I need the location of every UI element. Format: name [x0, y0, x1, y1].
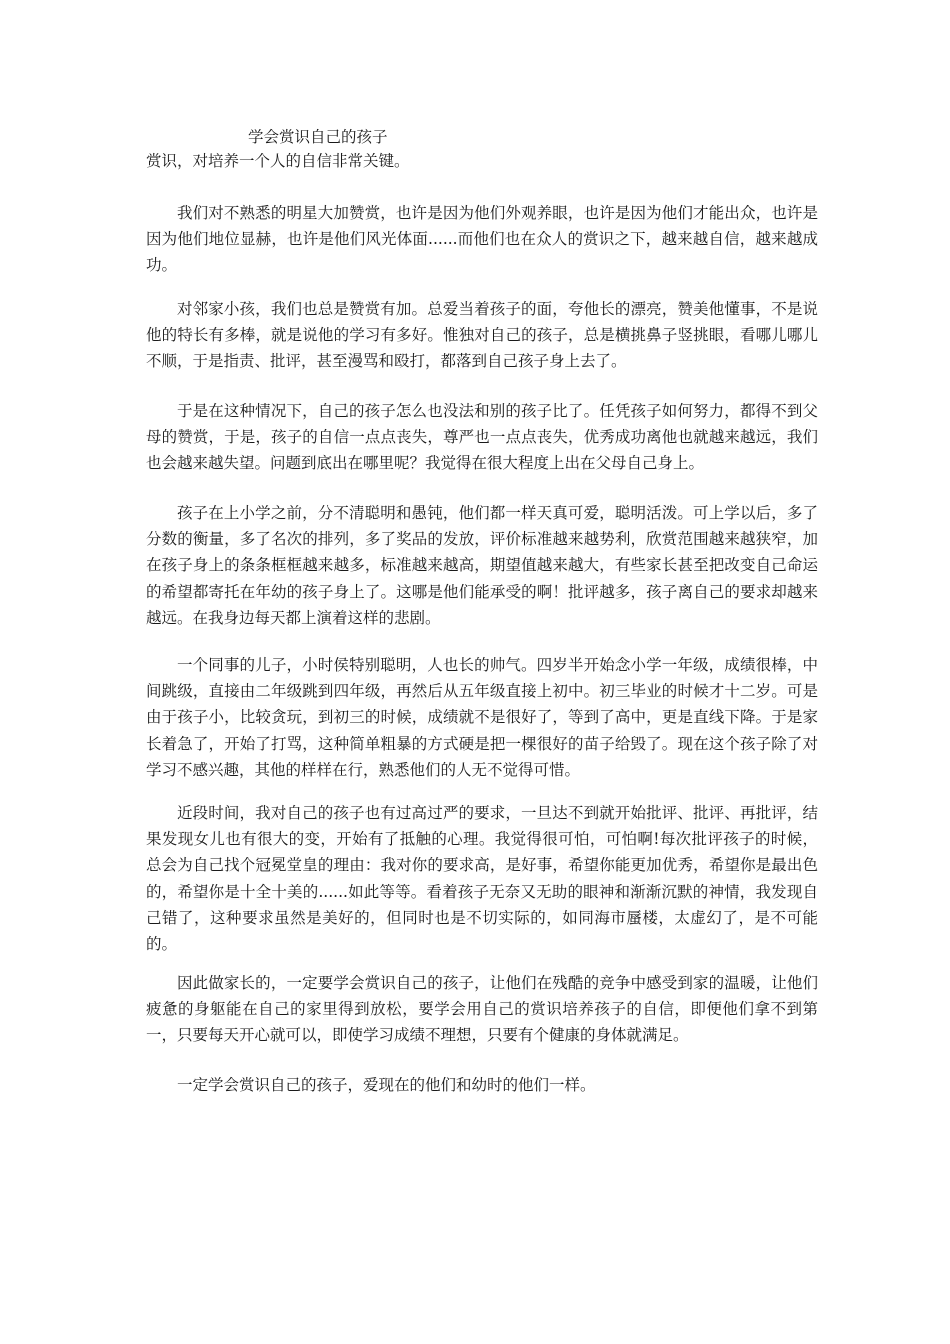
paragraph-3: 于是在这种情况下，自己的孩子怎么也没法和别的孩子比了。任凭孩子如何努力，都得不到父母的赞赏，于是，孩子的自信一点点丧失，尊严也一点点丧失，优秀成功离他也就越来越远，我们也会越来越失望。问题到底出在哪里呢？我觉得在很大程度上出在父母自己身上。: [146, 402, 818, 473]
document-title: 学会赏识自己的孩子: [248, 128, 388, 146]
paragraph-5: 一个同事的儿子，小时侯特别聪明，人也长的帅气。四岁半开始念小学一年级，成绩很棒，中间跳级，直接由二年级跳到四年级，再然后从五年级直接上初中。初三毕业的时候才十二岁。可是由于孩子小，比较贪玩，到初三的时候，成绩就不是很好了，等到了高中，更是直线下降。于是家长着急了，开始了打骂，这种简单粗暴的方式硬是把一棵很好的苗子给毁了。现在这个孩子除了对学习不感兴趣，其他的样样在行，熟悉他们的人无不觉得可惜。: [146, 656, 818, 779]
paragraph-2: 对邻家小孩，我们也总是赞赏有加。总爱当着孩子的面，夸他长的漂亮，赞美他懂事，不是说他的特长有多棒，就是说他的学习有多好。惟独对自己的孩子，总是横挑鼻子竖挑眼，看哪儿哪儿不顺，于是指责、批评，甚至漫骂和殴打，都落到自己孩子身上去了。: [146, 300, 818, 371]
paragraph-7: 因此做家长的，一定要学会赏识自己的孩子，让他们在残酷的竞争中感受到家的温暖，让他们疲惫的身躯能在自己的家里得到放松，要学会用自己的赏识培养孩子的自信，即便他们拿不到第一，只要每天开心就可以，即使学习成绩不理想，只要有个健康的身体就满足。: [146, 974, 818, 1045]
paragraph-4: 孩子在上小学之前，分不清聪明和愚钝，他们都一样天真可爱，聪明活泼。可上学以后，多了分数的衡量，多了名次的排列，多了奖品的发放，评价标准越来越势利，欣赏范围越来越狭窄，加在孩子身上的条条框框越来越多，标准越来越高，期望值越来越大，有些家长甚至把改变自己命运的希望都寄托在年幼的孩子身上了。这哪是他们能承受的啊！批评越多，孩子离自己的要求却越来越远。在我身边每天都上演着这样的悲剧。: [146, 504, 818, 627]
paragraph-8: 一定学会赏识自己的孩子，爱现在的他们和幼时的他们一样。: [177, 1076, 596, 1094]
paragraph-1: 我们对不熟悉的明星大加赞赏，也许是因为他们外观养眼，也许是因为他们才能出众，也许是因为他们地位显赫，也许是他们风光体面......而他们也在众人的赏识之下，越来越自信，越来越成功。: [146, 204, 818, 275]
intro-line: 赏识，对培养一个人的自信非常关键。: [146, 152, 410, 170]
paragraph-6: 近段时间，我对自己的孩子也有过高过严的要求，一旦达不到就开始批评、批评、再批评，结果发现女儿也有很大的变，开始有了抵触的心理。我觉得很可怕，可怕啊!每次批评孩子的时候，总会为自己找个冠冕堂皇的理由：我对你的要求高，是好事，希望你能更加优秀，希望你是最出色的，希望你是十全十美的......如此等等。看着孩子无奈又无助的眼神和渐渐沉默的神情，我发现自己错了，这种要求虽然是美好的，但同时也是不切实际的，如同海市蜃楼，太虚幻了，是不可能的。: [146, 804, 818, 954]
